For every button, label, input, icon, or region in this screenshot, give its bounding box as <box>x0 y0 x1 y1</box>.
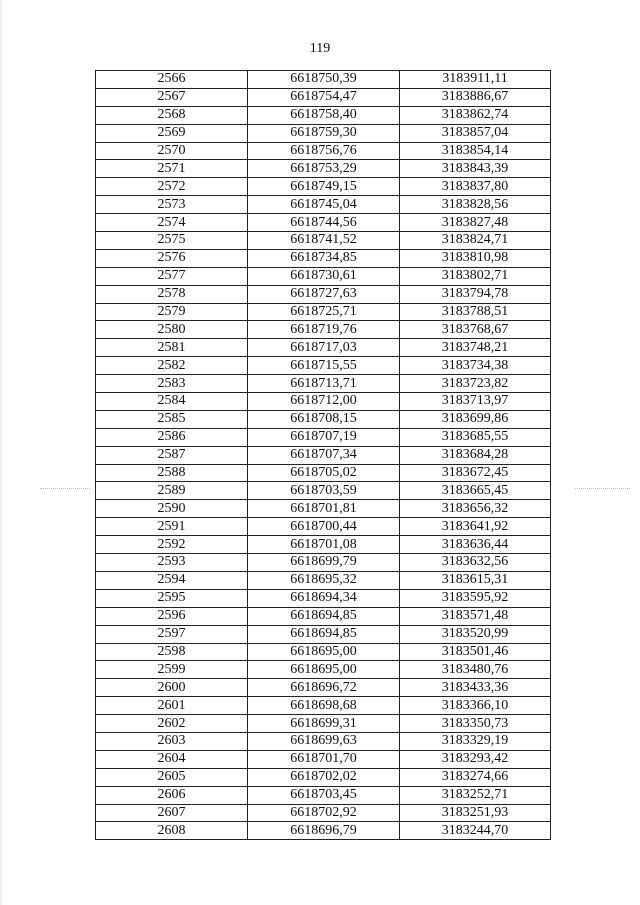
y-coordinate-cell: 3183595,92 <box>400 589 551 607</box>
table-row <box>96 428 551 446</box>
x-coordinate-cell: 6618708,15 <box>248 410 400 428</box>
point-number-cell: 2592 <box>96 536 248 554</box>
x-coordinate-cell: 6618712,00 <box>248 393 400 411</box>
x-coordinate-cell: 6618753,29 <box>248 160 400 178</box>
y-coordinate-cell: 3183824,71 <box>400 232 551 250</box>
point-number-cell: 2598 <box>96 643 248 661</box>
y-coordinate-cell: 3183433,36 <box>400 679 551 697</box>
x-coordinate-cell: 6618727,63 <box>248 285 400 303</box>
point-number-cell: 2586 <box>96 428 248 446</box>
table-row <box>96 715 551 733</box>
x-coordinate-cell: 6618758,40 <box>248 106 400 124</box>
y-coordinate-cell: 3183685,55 <box>400 428 551 446</box>
table-row <box>96 822 551 840</box>
x-coordinate-cell: 6618699,31 <box>248 715 400 733</box>
x-coordinate-cell: 6618694,85 <box>248 607 400 625</box>
y-coordinate-cell: 3183828,56 <box>400 196 551 214</box>
point-number-cell: 2584 <box>96 393 248 411</box>
point-number-cell: 2571 <box>96 160 248 178</box>
table-row <box>96 518 551 536</box>
point-number-cell: 2575 <box>96 232 248 250</box>
table-row <box>96 249 551 267</box>
x-coordinate-cell: 6618715,55 <box>248 357 400 375</box>
point-number-cell: 2577 <box>96 267 248 285</box>
point-number-cell: 2590 <box>96 500 248 518</box>
table-row <box>96 607 551 625</box>
y-coordinate-cell: 3183252,71 <box>400 786 551 804</box>
x-coordinate-cell: 6618741,52 <box>248 232 400 250</box>
table-row <box>96 357 551 375</box>
table-row <box>96 554 551 572</box>
y-coordinate-cell: 3183794,78 <box>400 285 551 303</box>
y-coordinate-cell: 3183886,67 <box>400 88 551 106</box>
point-number-cell: 2580 <box>96 321 248 339</box>
point-number-cell: 2585 <box>96 410 248 428</box>
x-coordinate-cell: 6618700,44 <box>248 518 400 536</box>
x-coordinate-cell: 6618705,02 <box>248 464 400 482</box>
point-number-cell: 2599 <box>96 661 248 679</box>
y-coordinate-cell: 3183857,04 <box>400 124 551 142</box>
point-number-cell: 2583 <box>96 375 248 393</box>
x-coordinate-cell: 6618754,47 <box>248 88 400 106</box>
table-row <box>96 482 551 500</box>
y-coordinate-cell: 3183810,98 <box>400 249 551 267</box>
point-number-cell: 2601 <box>96 697 248 715</box>
table-row <box>96 267 551 285</box>
point-number-cell: 2600 <box>96 679 248 697</box>
y-coordinate-cell: 3183854,14 <box>400 142 551 160</box>
y-coordinate-cell: 3183684,28 <box>400 446 551 464</box>
x-coordinate-cell: 6618702,02 <box>248 768 400 786</box>
table-row <box>96 679 551 697</box>
table-row <box>96 536 551 554</box>
x-coordinate-cell: 6618744,56 <box>248 214 400 232</box>
y-coordinate-cell: 3183251,93 <box>400 804 551 822</box>
table-row <box>96 500 551 518</box>
table-row <box>96 339 551 357</box>
point-number-cell: 2604 <box>96 750 248 768</box>
y-coordinate-cell: 3183632,56 <box>400 554 551 572</box>
y-coordinate-cell: 3183615,31 <box>400 571 551 589</box>
table-row <box>96 768 551 786</box>
point-number-cell: 2596 <box>96 607 248 625</box>
point-number-cell: 2588 <box>96 464 248 482</box>
point-number-cell: 2578 <box>96 285 248 303</box>
table-row <box>96 71 551 89</box>
point-number-cell: 2606 <box>96 786 248 804</box>
x-coordinate-cell: 6618701,08 <box>248 536 400 554</box>
x-coordinate-cell: 6618725,71 <box>248 303 400 321</box>
point-number-cell: 2582 <box>96 357 248 375</box>
y-coordinate-cell: 3183244,70 <box>400 822 551 840</box>
table-row <box>96 750 551 768</box>
x-coordinate-cell: 6618694,34 <box>248 589 400 607</box>
x-coordinate-cell: 6618745,04 <box>248 196 400 214</box>
point-number-cell: 2589 <box>96 482 248 500</box>
y-coordinate-cell: 3183293,42 <box>400 750 551 768</box>
x-coordinate-cell: 6618695,32 <box>248 571 400 589</box>
point-number-cell: 2573 <box>96 196 248 214</box>
point-number-cell: 2602 <box>96 715 248 733</box>
point-number-cell: 2603 <box>96 732 248 750</box>
page-number: 119 <box>309 41 331 56</box>
x-coordinate-cell: 6618759,30 <box>248 124 400 142</box>
y-coordinate-cell: 3183665,45 <box>400 482 551 500</box>
point-number-cell: 2568 <box>96 106 248 124</box>
x-coordinate-cell: 6618702,92 <box>248 804 400 822</box>
coordinates-table-body <box>96 71 551 840</box>
point-number-cell: 2574 <box>96 214 248 232</box>
x-coordinate-cell: 6618703,45 <box>248 786 400 804</box>
y-coordinate-cell: 3183699,86 <box>400 410 551 428</box>
y-coordinate-cell: 3183672,45 <box>400 464 551 482</box>
x-coordinate-cell: 6618698,68 <box>248 697 400 715</box>
point-number-cell: 2608 <box>96 822 248 840</box>
point-number-cell: 2569 <box>96 124 248 142</box>
y-coordinate-cell: 3183748,21 <box>400 339 551 357</box>
x-coordinate-cell: 6618707,34 <box>248 446 400 464</box>
y-coordinate-cell: 3183723,82 <box>400 375 551 393</box>
point-number-cell: 2594 <box>96 571 248 589</box>
point-number-cell: 2566 <box>96 71 248 89</box>
x-coordinate-cell: 6618717,03 <box>248 339 400 357</box>
x-coordinate-cell: 6618749,15 <box>248 178 400 196</box>
x-coordinate-cell: 6618701,81 <box>248 500 400 518</box>
scan-artifact-right <box>575 488 630 490</box>
x-coordinate-cell: 6618730,61 <box>248 267 400 285</box>
point-number-cell: 2607 <box>96 804 248 822</box>
table-row <box>96 232 551 250</box>
y-coordinate-cell: 3183862,74 <box>400 106 551 124</box>
table-row <box>96 124 551 142</box>
table-row <box>96 214 551 232</box>
y-coordinate-cell: 3183827,48 <box>400 214 551 232</box>
x-coordinate-cell: 6618695,00 <box>248 661 400 679</box>
y-coordinate-cell: 3183843,39 <box>400 160 551 178</box>
point-number-cell: 2579 <box>96 303 248 321</box>
table-row <box>96 178 551 196</box>
y-coordinate-cell: 3183366,10 <box>400 697 551 715</box>
y-coordinate-cell: 3183329,19 <box>400 732 551 750</box>
point-number-cell: 2593 <box>96 554 248 572</box>
y-coordinate-cell: 3183520,99 <box>400 625 551 643</box>
y-coordinate-cell: 3183636,44 <box>400 536 551 554</box>
x-coordinate-cell: 6618699,79 <box>248 554 400 572</box>
y-coordinate-cell: 3183734,38 <box>400 357 551 375</box>
page-edge <box>0 0 2 905</box>
x-coordinate-cell: 6618756,76 <box>248 142 400 160</box>
x-coordinate-cell: 6618750,39 <box>248 71 400 89</box>
x-coordinate-cell: 6618719,76 <box>248 321 400 339</box>
y-coordinate-cell: 3183350,73 <box>400 715 551 733</box>
scan-artifact-left <box>40 488 90 490</box>
point-number-cell: 2587 <box>96 446 248 464</box>
table-row <box>96 160 551 178</box>
table-row <box>96 375 551 393</box>
x-coordinate-cell: 6618694,85 <box>248 625 400 643</box>
table-row <box>96 464 551 482</box>
table-row <box>96 196 551 214</box>
table-row <box>96 303 551 321</box>
table-row <box>96 393 551 411</box>
y-coordinate-cell: 3183802,71 <box>400 267 551 285</box>
table-row <box>96 321 551 339</box>
table-row <box>96 625 551 643</box>
x-coordinate-cell: 6618734,85 <box>248 249 400 267</box>
x-coordinate-cell: 6618707,19 <box>248 428 400 446</box>
y-coordinate-cell: 3183788,51 <box>400 303 551 321</box>
y-coordinate-cell: 3183911,11 <box>400 71 551 89</box>
point-number-cell: 2605 <box>96 768 248 786</box>
table-row <box>96 732 551 750</box>
point-number-cell: 2597 <box>96 625 248 643</box>
table-row <box>96 589 551 607</box>
y-coordinate-cell: 3183480,76 <box>400 661 551 679</box>
point-number-cell: 2572 <box>96 178 248 196</box>
table-row <box>96 661 551 679</box>
y-coordinate-cell: 3183768,67 <box>400 321 551 339</box>
table-row <box>96 446 551 464</box>
table-row <box>96 285 551 303</box>
table-row <box>96 106 551 124</box>
point-number-cell: 2576 <box>96 249 248 267</box>
x-coordinate-cell: 6618699,63 <box>248 732 400 750</box>
y-coordinate-cell: 3183274,66 <box>400 768 551 786</box>
x-coordinate-cell: 6618701,70 <box>248 750 400 768</box>
x-coordinate-cell: 6618696,79 <box>248 822 400 840</box>
y-coordinate-cell: 3183656,32 <box>400 500 551 518</box>
table-row <box>96 410 551 428</box>
x-coordinate-cell: 6618696,72 <box>248 679 400 697</box>
table-row <box>96 88 551 106</box>
x-coordinate-cell: 6618713,71 <box>248 375 400 393</box>
table-row <box>96 643 551 661</box>
table-row <box>96 697 551 715</box>
coordinates-table <box>95 70 551 840</box>
point-number-cell: 2591 <box>96 518 248 536</box>
y-coordinate-cell: 3183501,46 <box>400 643 551 661</box>
table-row <box>96 804 551 822</box>
point-number-cell: 2581 <box>96 339 248 357</box>
point-number-cell: 2567 <box>96 88 248 106</box>
x-coordinate-cell: 6618703,59 <box>248 482 400 500</box>
point-number-cell: 2570 <box>96 142 248 160</box>
table-row <box>96 142 551 160</box>
table-row <box>96 571 551 589</box>
y-coordinate-cell: 3183571,48 <box>400 607 551 625</box>
point-number-cell: 2595 <box>96 589 248 607</box>
x-coordinate-cell: 6618695,00 <box>248 643 400 661</box>
y-coordinate-cell: 3183837,80 <box>400 178 551 196</box>
table-row <box>96 786 551 804</box>
y-coordinate-cell: 3183641,92 <box>400 518 551 536</box>
y-coordinate-cell: 3183713,97 <box>400 393 551 411</box>
